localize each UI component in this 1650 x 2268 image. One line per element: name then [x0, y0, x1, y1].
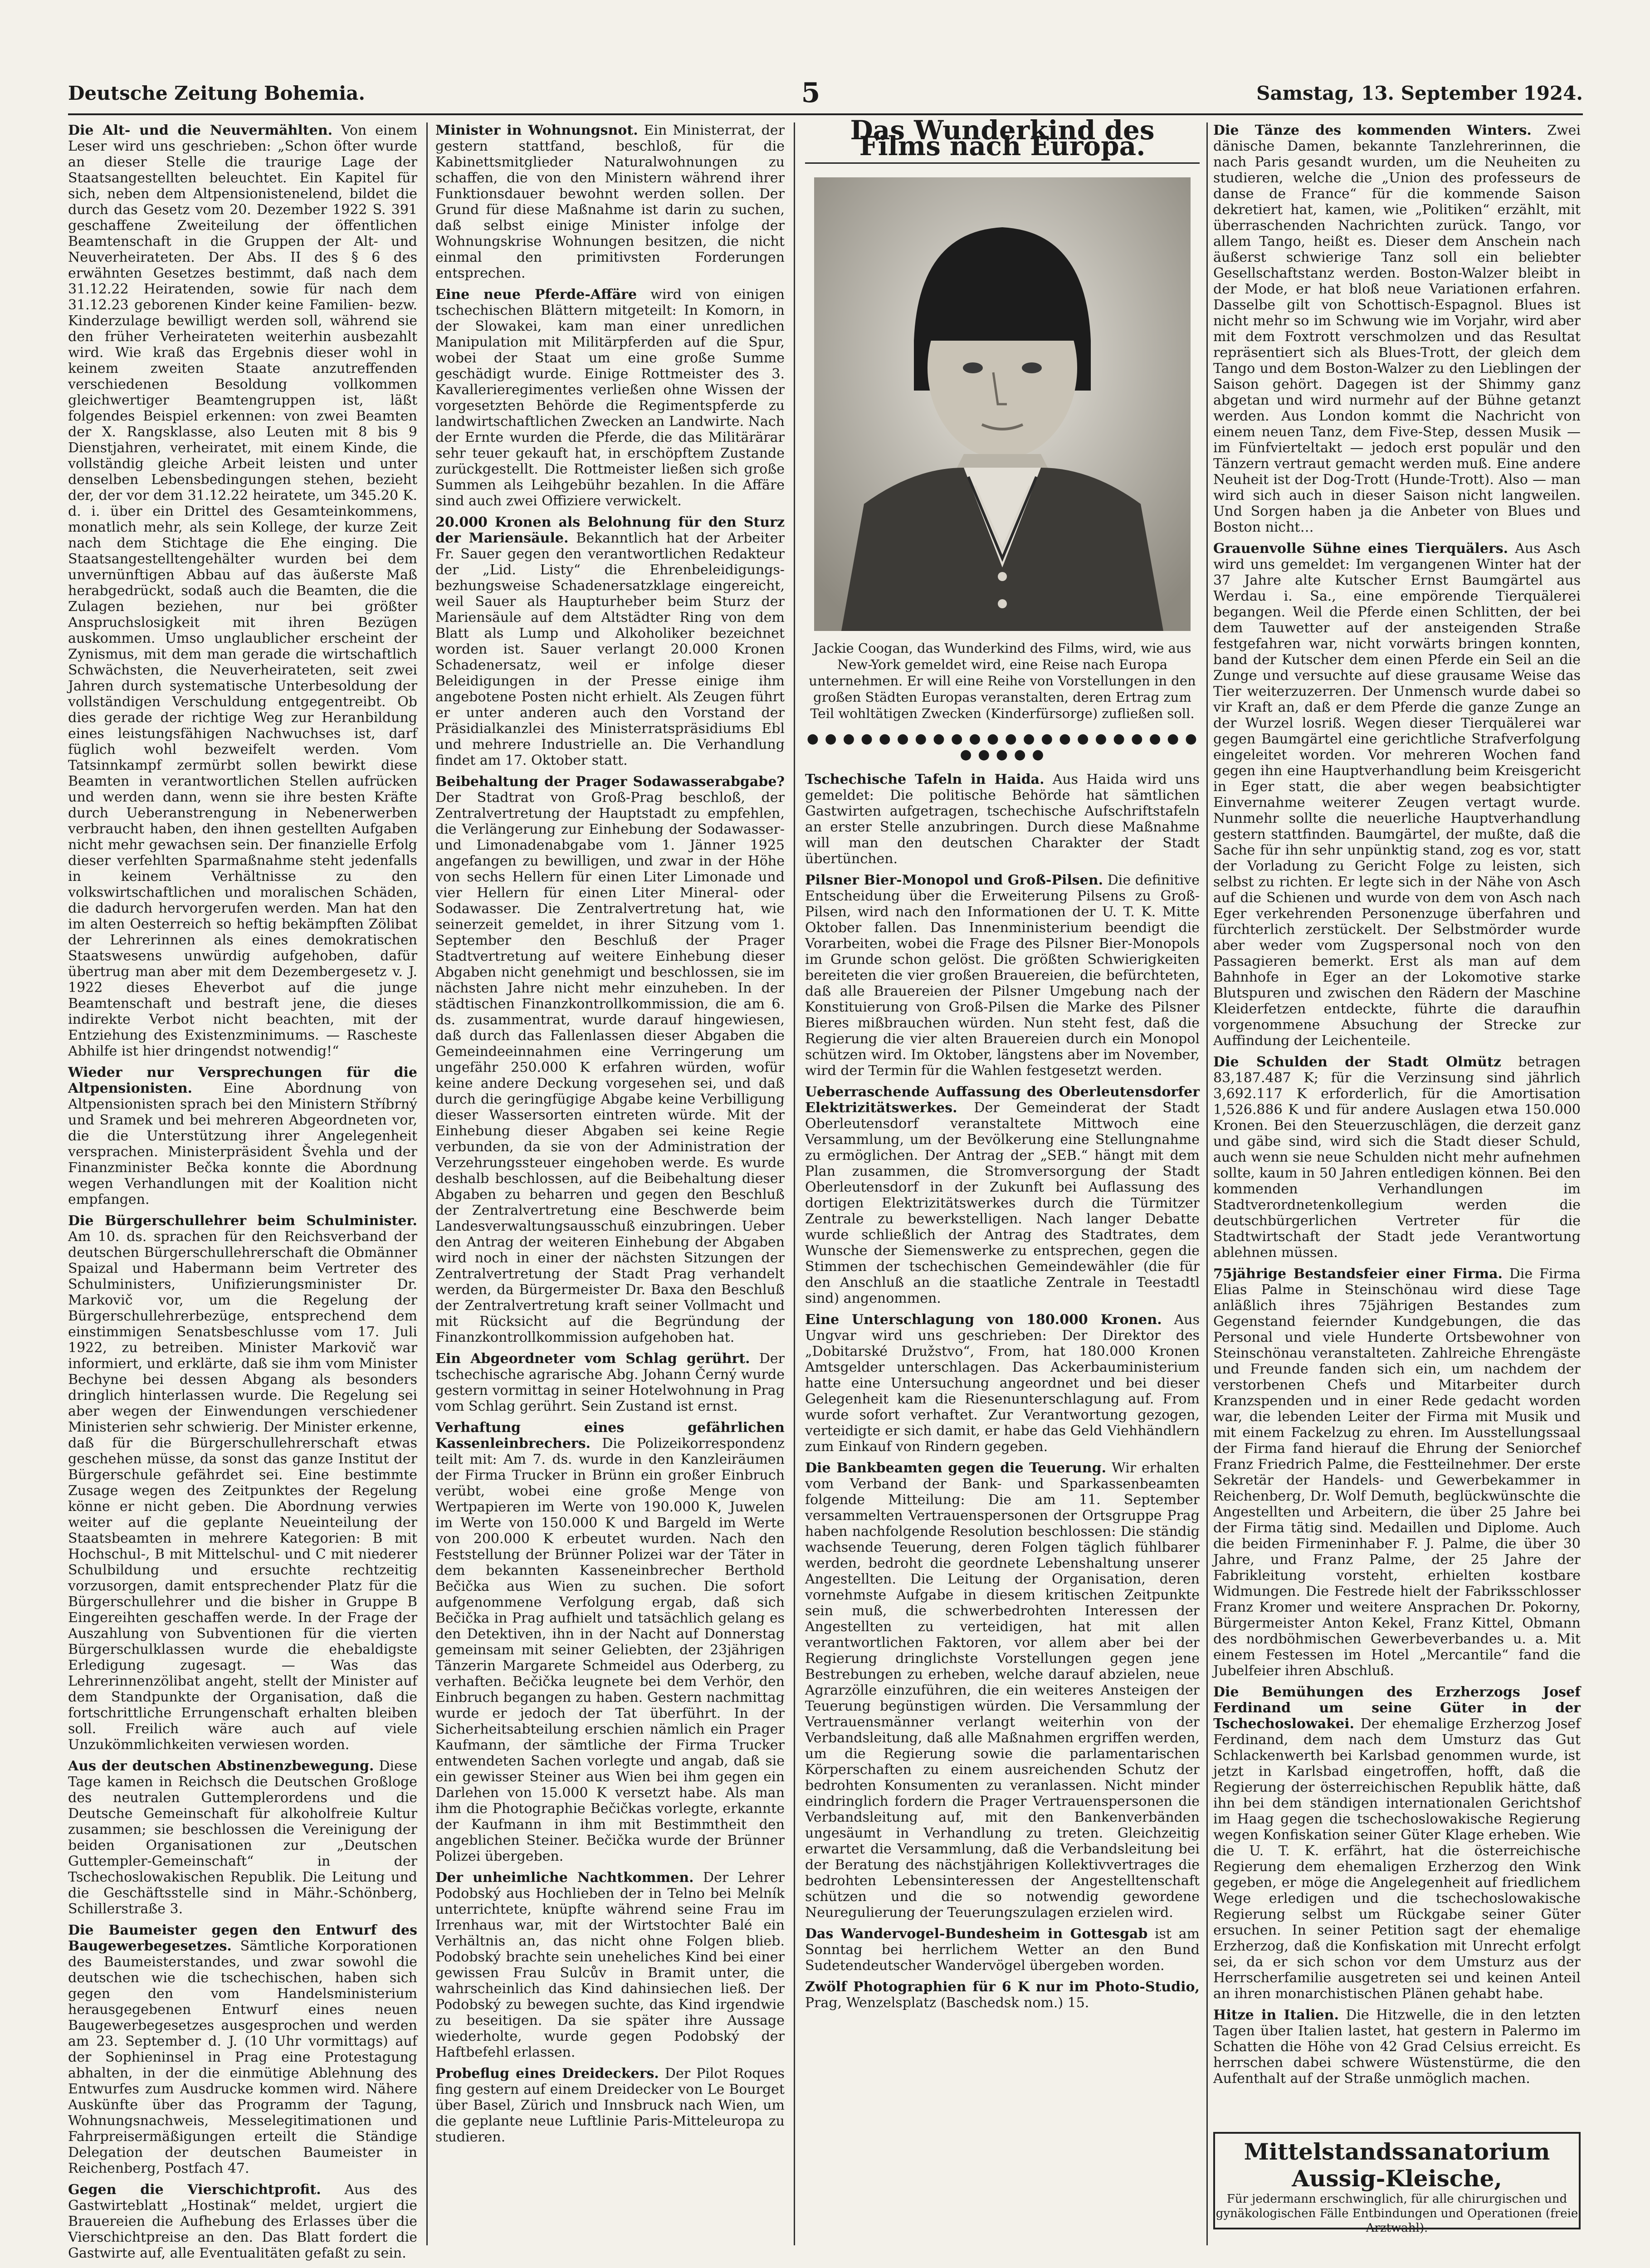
article-text: Aus Asch wird uns gemeldet: Im vergangenen Winter hat der 37 Jahre alte Kutscher Ernst Baumgärtel aus Werdau i. Sa., eine empörende Tierquälerei begangen. Weil die Pferde einen Schlitten, der bei dem Tauwetter auf der ansteigenden Straße festgefahren war, nicht vorwärts bringen konnten, band der Kutscher dem einen Pferde ein Seil an die Zunge und versuchte auf diese grausame Weise das Tier weiterzuzerren. Der Unmensch wurde dabei so vir Kraft an, daß er dem Pferde die ganze Zunge an der Wurzel losriß. Wegen dieser Tierquälerei war gegen Baumgärtel eine gerichtliche Strafverfolgung eingeleitet worden. Vor mehreren Wochen fand gegen ihn eine Hauptverhandlung beim Kreisgericht in Eger statt, die aber wegen beabsichtigter Einvernahme weiterer Zeugen vertagt wurde. Nunmehr sollte die neuerliche Hauptverhandlung gestern stattfinden. Baumgärtel, der mußte, daß die Sache für ihn sehr unpünktig stand, zog es vor, statt der Vorladung zu Gericht Folge zu leisten, sich selbst zu richten. Er legte sich in der Nähe von Asch auf die Schienen und wurde von dem von Asch nach Eger verkehrenden Personenzuge überfahren und fürchterlich zerstückelt. Der Selbstmörder wurde aber weder vom Zugspersonal noch von den Passagieren bemerkt. Erst als man auf dem Bahnhofe in Eger an der Lokomotive starke Blutspuren und zwischen den Rädern der Maschine Kleiderfetzen entdeckte, führte die daraufhin vorgenommene Absuchung der Strecke zur Auffindung der Leichenteile.	[1213, 541, 1581, 1049]
article-text: Die Hitzwelle, die in den letzten Tagen über Italien lastet, hat gestern in Palermo im Schatten die Höhe von 42 Grad Celsius erreicht. Es herrschen dabei schwere Wüstenstürme, die den Aufenthalt auf der Straße unmöglich machen.	[1213, 2007, 1581, 2087]
article-title: Eine neue Pferde-Affäre	[435, 287, 637, 303]
article-text: Von einem Leser wird uns geschrieben: „Schon öfter wurde an dieser Stelle die traurige Lage der Staatsangestellten beleuchtet. Ein Kapitel für sich, neben dem Altpensionistenelend, bildet die durch das Gesetz vom 20. Dezember 1922 S. 391 geschaffene Zweiteilung der öffentlichen Beamtenschaft in die Gruppen der Alt- und Neuverheirateten. Der Abs. II des § 6 des erwähnten Gesetzes bestimmt, daß nach dem 31.12.22 Heiratenden, sowie für nach dem 31.12.23 geborenen Kinder keine Familien- bezw. Kinderzulage bewilligt werden soll, während sie den früher Verheirateten weiterhin ausbezahlt wird. Wie kraß das Ergebnis dieser wohl in keinem zweiten Staate anzutreffenden verschiedenen Besoldung vollkommen gleichwertiger Beamtengruppen ist, läßt folgendes Beispiel erkennen: von zwei Beamten der X. Rangsklasse, also Leuten mit 8 bis 9 Dienstjahren, verheiratet, mit einem Kinde, die vollständig gleiche Arbeit leisten und unter denselben Lebensbedingungen stehen, bezieht der, der vor dem 31.12.22 heiratete, um 345.20 K. d. i. über ein Drittel des Gesamteinkommens, monatlich mehr, als sein Kollege, der kurze Zeit nach dem Stichtage die Ehe einging. Die Staatsangestelltengehälter wurden bei dem unvernünftigen Abbau auf das äußerste Maß herabgedrückt, sodaß auch die Beamten, die die Zulagen beziehen, nur bei größter Anspruchslosigkeit mit ihren Bezügen auskommen. Umso unglaublicher erscheint der Zynismus, mit dem man gerade die wirtschaftlich Schwächsten, die Neuverheirateten, seit zwei Jahren durch systematische Unterbesoldung der vollständigen Verschuldung entgegentreibt. Ob dies gerade der richtige Weg zur Heranbildung eines leistungsfähigen Nachwuchses ist, darf füglich wohl bezweifelt werden. Vom Tatsinnkampf zermürbt sollen bewirkt diese Beamten in verantwortlichen Stellen aufrücken und werden dann, wenn sie ihre besten Kräfte durch Ueberanstrengung in Nebenerwerben verbraucht haben, den ihnen gestellten Aufgaben nicht mehr gewachsen sein. Der finanzielle Erfolg dieser verfehlten Sparmaßnahme steht jedenfalls in keinem Verhältnisse zu den volkswirtschaftlichen und moralischen Schäden, die dadurch hervorgerufen werden. Man hat den im alten Oesterreich so heftig bekämpften Zölibat der Lehrerinnen als eines demokratischen Staatswesens unwürdig aufgehoben, dafür übertrug man aber mit dem Dezembergesetz v. J. 1922 dieses Eheverbot auf die junge Beamtenschaft und bestraft jene, die dieses indirekte Verbot nicht beachten, mit der Entziehung des Existenzminimums. — Rascheste Abhilfe ist hier dringendst notwendig!“	[68, 122, 417, 1059]
decorative-divider: ● ● ● ● ● ● ● ● ● ● ● ● ● ● ● ● ● ● ● ● ● ● ● ● ● ● ●	[806, 731, 1198, 763]
article	[805, 1084, 1200, 1306]
article	[1213, 1054, 1581, 1261]
advertisement-box	[1213, 2132, 1581, 2235]
article-text: Die Polizeikorrespondenz teilt mit: Am 7. ds. wurde in den Kanzleiräumen der Firma Trucker in Brünn ein großer Einbruch verübt, wobei eine große Menge von Wertpapieren im Werte von 190.000 K, Juwelen im Werte von 150.000 K und Bargeld im Werte von 200.000 K erbeutet wurden. Nach den Feststellung der Brünner Polizei war der Täter in dem bekannten Kasseneinbrecher Berthold Bečička aus Wien zu suchen. Die sofort aufgenommene Verfolgung ergab, daß sich Bečička in Prag aufhielt und tatsächlich gelang es den Detektiven, ihn in der Nacht auf Donnerstag gemeinsam mit seiner Geliebten, der 23jährigen Tänzerin Margarete Schmeidel aus Oderberg, zu verhaften. Bečička leugnete bei dem Verhör, den Einbruch begangen zu haben. Gestern nachmittag wurde er jedoch der Tat überführt. In der Sicherheitsabteilung erschien nämlich ein Prager Kaufmann, der sämtliche der Firma Trucker entwendeten Sachen vorlegte und angab, daß sie ein gewisser Steiner aus Wien bei ihm gegen ein Darlehen von 15.000 K versetzt habe. Als man ihm die Photographie Bečičkas vorlegte, erkannte der Kaufmann in ihm mit Bestimmtheit den angeblichen Steiner. Bečička wurde der Brünner Polizei übergeben.	[435, 1436, 785, 1864]
article-title: Pilsner Bier-Monopol und Groß-Pilsen.	[805, 872, 1103, 888]
article	[805, 872, 1200, 1079]
article-text: Sämtliche Korporationen des Baumeisterstandes, und zwar sowohl die deutschen wie die tschechischen, haben sich gegen den vom Handelsministerium herausgegebenen Entwurf eines neuen Baugewerbegesetzes ausgesprochen und werden am 23. September d. J. (10 Uhr vormittags) auf der Sophieninsel in Prag eine Protestagung abhalten, in der die einmütige Ablehnung des Entwurfes zum Ausdrucke kommen wird. Nähere Auskünfte über das Programm der Tagung, Wohnungsnachweis, Messelegitimationen und Fahrpreisermäßigungen erteilt die Ständige Delegation der deutschen Baumeister in Reichenberg, Postfach 47.	[68, 1938, 417, 2176]
child-portrait-photo	[814, 177, 1191, 631]
article	[68, 1922, 417, 2176]
article-text: Aus des Gastwirteblatt „Hostinak“ meldet, urgiert die Brauereien die Aufhebung des Erlasses über die Vierschichtpreise an den. Das Blatt fordert die Gastwirte auf, alle Eventualitäten gefaßt zu sein.	[68, 2182, 417, 2261]
article-text: Am 10. ds. sprachen für den Reichsverband der deutschen Bürgerschullehrerschaft die Obmänner Spaizal und Habermann beim Vertreter des Schulministers, Unifizierungsminister Dr. Markovič vor, um die Regelung der Bürgerschullehrerbezüge, entsprechend dem einstimmigen Senatsbeschlusse vom 17. Juli 1922, zu betreiben. Minister Markovič war informiert, und erklärte, daß sie ihm vom Minister Bechyne bei dessen Abgang als besonders dringlich hinterlassen wurde. Die Regelung sei aber wegen der Einwendungen verschiedener Ministerien sehr schwierig. Der Minister erkenne, daß für die Bürgerschullehrerschaft etwas geschehen müsse, da sonst das ganze Institut der Bürgerschule gefährdet sei. Eine bestimmte Zusage wegen des Zeitpunktes der Regelung könne er nicht geben. Die Abordnung verwies weiter auf die geplante Neueinteilung der Staatsbeamten in mehrere Kategorien: B mit Hochschul-, B mit Mittelschul- und C mit niederer Schulbildung und ersuchte rechtzeitig vorzusorgen, damit entsprechender Platz für die Bürgerschullehrer und die bisher in Gruppe B Eingereihten geschaffen werde. In der Frage der Auszahlung von Subventionen für die vierten Bürgerschulklassen wurde die ehebaldigste Erledigung zugesagt. — Was das Lehrerinnenzölibat angeht, stellt der Minister auf dem Standpunkte der Organisation, daß die fortschrittliche Errungenschaft erhalten bleiben soll. Freilich wäre auch auf viele Unzukömmlichkeiten verwiesen worden.	[68, 1229, 417, 1753]
article-text: Der ehemalige Erzherzog Josef Ferdinand, dem nach dem Umsturz das Gut Schlackenwerth bei Karlsbad genommen wurde, ist jetzt in Karlsbad eingetroffen, hofft, daß die Regierung der österreichischen Republik hätte, daß ihn bei dem ständigen internationalen Gerichtshof im Haag gegen die tschechoslowakische Regierung wegen Konfiskation seiner Güter Klage erheben. Wie die U. T. K. erfährt, hat die österreichische Regierung dem ehemaligen Erzherzog den Wink gegeben, er möge die Angelegenheit auf friedlichem Wege erledigen und die tschechoslowakische Regierung selbst um Rückgabe seiner Güter ersuchen. In seiner Petition sagt der ehemalige Erzherzog, daß die Konfiskation mit Unrecht erfolgt sei, da er sich schon vor dem Umsturz aus der Herrscherfamilie ausgetreten sei und keinen Anteil an ihren monarchistischen Plänen gehabt habe.	[1213, 1716, 1581, 2002]
article-text: Bekanntlich hat der Arbeiter Fr. Sauer gegen den verantwortlichen Redakteur der „Lid. Listy“ die Ehrenbeleidigungs- bezhungsweise Schadenersatzklage eingereicht, weil Sauer als Haupturheber beim Sturz der Mariensäule auf dem Altstädter Ring von dem Blatt als Lump und Alkoholiker bezeichnet worden ist. Sauer verlangt 20.000 Kronen Schadenersatz, weil er infolge dieser Beleidigungen in der Presse einige ihm angebotene Posten nicht erhielt. Als Zeugen führt er unter anderen auch den Vorstand der Präsidialkanzlei des Ministerratspräsidiums Ebl und mehrere Industrielle an. Die Verhandlung findet am 17. Oktober statt.	[435, 530, 785, 768]
article-title: Die Tänze des kommenden Winters.	[1213, 122, 1532, 138]
advertisement-title: Mittelstandssanatorium Aussig-Kleische,	[1244, 2138, 1550, 2192]
article-text: Eine Abordnung von Altpensionisten sprach bei den Ministern Stříbrný und Sramek und bei mehreren Abgeordneten vor, die die Unterstützung ihrer Angelegenheit versprachen. Ministerpräsident Švehla und der Finanzminister Bečka konnte die Abordnung wegen Verhandlungen mit der Koalition nicht empfangen.	[68, 1080, 417, 1207]
article	[435, 287, 785, 509]
article-title: Ein Abgeordneter vom Schlag gerührt.	[435, 1351, 750, 1367]
article-title: Das Wandervogel-Bundesheim in Gottesgab	[805, 1926, 1148, 1942]
article	[68, 1213, 417, 1753]
article-title: Die Bankbeamten gegen die Teuerung.	[805, 1460, 1107, 1476]
article	[435, 1351, 785, 1414]
article-title: Wieder nur Versprechungen für die Altpensionisten.	[68, 1065, 417, 1096]
article-title: Verhaftung eines gefährlichen Kassenleinbrechers.	[435, 1420, 785, 1452]
article-text: betragen 83,187.487 K; für die Verzinsung sind jährlich 3,692.117 K erforderlich, für die Amortisation 1,526.886 K und für andere Auslagen etwa 150.000 Kronen. Bei den Steuerzuschlägen, die derzeit ganz und gäbe sind, wird sich die Stadt dieser Schuld, auch wenn sie neue Schulden nicht mehr aufnehmen sollte, kaum in 50 Jahren entledigen können. Bei den kommenden Verhandlungen im Stadtverordnetenkollegium werden die deutschbürgerlichen Vertreter für die Stadtwirtschaft der Stadt jede Verantwortung ablehnen müssen.	[1213, 1054, 1581, 1261]
article-title: Der unheimliche Nachtkommen.	[435, 1870, 694, 1886]
article-text: wird von einigen tschechischen Blättern mitgeteilt: In Komorn, in der Slowakei, kam man einer unredlichen Manipulation mit Militärpferden auf die Spur, wobei der Staat um eine große Summe geschädigt wurde. Einige Rottmeister des 3. Kavallerieregimentes verließen ohne Wissen der vorgesetzten Behörde die Regimentspferde zu landwirtschaftlichen Zwecken an Landwirte. Nach der Ernte wurden die Pferde, die das Militärärar sehr teuer gekauft hat, in erschöpftem Zustande zurückgestellt. Die Rottmeister ließen sich große Summen als Leihgebühr bezahlen. In die Affäre sind auch zwei Offiziere verwickelt.	[435, 287, 785, 509]
article-text: Der Lehrer Podobský aus Hochlieben der in Telno bei Melník unterrichtete, knüpfte während seine Frau im Irrenhaus war, mit der Wirtstochter Balé ein Verhältnis an, das nicht ohne Folgen blieb. Podobský brachte sein uneheliches Kind bei einer gewissen Frau Sulcův in Bramit unter, die wahrscheinlich das Kind dahinsiechen ließ. Der Podobský zu bewegen suchte, das Kind irgendwie zu beseitigen. Da sie später ihre Aussage wiederholte, wurde gegen Podobský der Haftbefehl erlassen.	[435, 1870, 785, 2060]
column-divider	[426, 122, 428, 2245]
advertisement-text: Für jedermann erschwinglich, für alle chirurgischen und gynäkologischen Fälle Entbindungen und Operationen (freie Arztwahl).	[1216, 2192, 1578, 2235]
photo-caption: Jackie Coogan, das Wunderkind des Films, wird, wie aus New-York gemeldet wird, eine Reise nach Europa unternehmen. Er will eine Reihe von Vorstellungen in den großen Städten Europas veranstalten, deren Ertrag zum Teil wohltätigen Zwecken (Kinderfürsorge) zufließen soll.	[809, 640, 1196, 721]
article-text: Der Gemeinderat der Stadt Oberleutensdorf veranstaltete Mittwoch eine Versammlung, um der Bevölkerung eine Stellungnahme zu ermöglichen. Der Antrag der „SEB.“ hängt mit dem Plan zusammen, die Stromversorgung der Stadt Oberleutensdorf in der Zukunft bei Auflassung des dortigen Elektrizitätswerkes durch die Türmitzer Zentrale zu bewerkstelligen. Nach langer Debatte wurde schließlich der Antrag des Stadtrates, dem Wunsche der Siemenswerke zu entsprechen, gegen die Stimmen der tschechischen Gemeindewähler (die für den Anschluß an die staatliche Zentrale in Teestadtl sind) angenommen.	[805, 1100, 1200, 1306]
article	[1213, 2007, 1581, 2087]
article-text: Diese Tage kamen in Reichsch die Deutschen Großloge des neutralen Guttemplerordens und die Deutsche Gemeinschaft für alkoholfreie Kultur zusammen; sie beschlossen die Vereinigung der beiden Organisationen zur „Deutschen Guttempler-Gemeinschaft“ in der Tschechoslowakischen Republik. Die Leitung und die Geschäftsstelle sind in Mähr.-Schönberg, Schillerstraße 3.	[68, 1758, 417, 1917]
article-title: Die Alt- und die Neuvermählten.	[68, 122, 333, 138]
article-text: Prag, Wenzelsplatz (Baschedsk nom.) 15.	[805, 1995, 1089, 2011]
article	[1213, 122, 1581, 535]
article-title: Grauenvolle Sühne eines Tierquälers.	[1213, 541, 1508, 557]
feature-headline: Das Wunderkind des Films nach Europa.	[805, 122, 1200, 164]
issue-date: Samstag, 13. September 1924.	[1256, 82, 1583, 104]
column-3	[805, 115, 1200, 2232]
article-title: Minister in Wohnungsnot.	[435, 122, 638, 138]
article	[68, 2182, 417, 2261]
column-2	[435, 122, 785, 2232]
article-title: Probeflug eines Dreideckers.	[435, 2066, 659, 2082]
article	[68, 122, 417, 1059]
article	[435, 2066, 785, 2145]
article	[435, 122, 785, 281]
article-title: Aus der deutschen Abstinenzbewegung.	[68, 1758, 374, 1774]
article-title: 75jährige Bestandsfeier einer Firma.	[1213, 1266, 1503, 1282]
article	[68, 1065, 417, 1207]
article	[805, 1979, 1200, 2011]
article-text: Zwei dänische Damen, bekannte Tanzlehrerinnen, die nach Paris gesandt wurden, um die Neuheiten zu studieren, welche die „Union des professeurs de danse de France“ für die kommende Saison dekretiert hat, kamen, wie „Politiken“ erzählt, mit überraschenden Nachrichten zurück. Tango, vor allem Tango, heißt es. Dieser dem Anschein nach äußerst schwierige Tanz soll ein beliebter Gesellschaftstanz werden. Boston-Walzer bleibt in der Mode, er hat bloß neue Variationen erfahren. Dasselbe gilt von Schottisch-Espagnol. Blues ist nicht mehr so im Schwung wie im Vorjahr, wird aber mit dem Foxtrott verschmolzen und das Resultat repräsentiert sich als Blues-Trott, der gleich dem Tango und dem Boston-Walzer zu den Lieblingen der Saison gehört. Dagegen ist der Shimmy ganz abgetan und wird nurmehr auf der Bühne getanzt werden. Aus London kommt die Nachricht von einem neuen Tanz, dem Five-Step, dessen Musik — im Fünfvierteltakt — jedoch erst populär und den Tänzern vertraut gemacht werden muß. Eine andere Neuheit ist der Dog-Trott (Hunde-Trott). Also — man wird sich auch in dieser Saison nicht langweilen. Und Sorgen haben ja die Anbeter von Blues und Boston nicht…	[1213, 122, 1581, 535]
article	[435, 774, 785, 1345]
article-title: 20.000 Kronen als Belohnung für den Sturz der Mariensäule.	[435, 514, 785, 546]
article	[805, 1926, 1200, 1974]
article-title: Hitze in Italien.	[1213, 2007, 1339, 2023]
article-text: ist am Sonntag bei herrlichem Wetter an den Bund Sudetendeutscher Wandervögel übergeben worden.	[805, 1926, 1200, 1974]
article	[435, 514, 785, 768]
article-title: Tschechische Tafeln in Haida.	[805, 772, 1045, 787]
page-number: 5	[801, 77, 820, 109]
article-text: Die definitive Entscheidung über die Erweiterung Pilsens zu Groß-Pilsen, wird nach den Informationen der U. T. K. Mitte Oktober fallen. Das Innenministerium beendigt die Vorarbeiten, wobei die Frage des Pilsner Bier-Monopols im Grunde schon gelöst. Die größten Schwierigkeiten bereiteten die vier großen Brauereien, die befürchteten, daß alle Brauereien der Pilsner Umgebung nach der Konstituierung von Groß-Pilsen die Marke des Pilsner Bieres mißbrauchen würden. Nun steht fest, daß die Regierung die vier alten Brauereien durch ein Monopol schützen wird. Im Oktober, längstens aber im November, wird der Termin für die Wahlen festgesetzt werden.	[805, 872, 1200, 1079]
article-text: Aus Haida wird uns gemeldet: Die politische Behörde hat sämtlichen Gastwirten aufgetragen, tschechische Aufschriftstafeln an erster Stelle anzubringen. Durch diese Maßnahme will man den deutschen Charakter der Stadt übertünchen.	[805, 772, 1200, 867]
article-title: Die Baumeister gegen den Entwurf des Baugewerbegesetzes.	[68, 1922, 417, 1954]
article	[435, 1870, 785, 2060]
article-title: Beibehaltung der Prager Sodawasserabgabe?	[435, 774, 785, 790]
article-text: Ein Ministerrat, der gestern stattfand, beschloß, für die Kabinettsmitglieder Naturalwohnungen zu schaffen, die von den Ministern während ihrer Funktionsdauer bewohnt werden sollen. Der Grund für diese Maßnahme ist darin zu suchen, daß selbst einige Minister infolge der Wohnungskrise Wohnungen besitzen, die nicht einmal den primitivsten Forderungen entsprechen.	[435, 122, 785, 281]
article-text: Der Stadtrat von Groß-Prag beschloß, der Zentralvertretung der Hauptstadt zu empfehlen, die Verlängerung zur Einhebung der Sodawasser- und Limonadenabgabe vom 1. Jänner 1925 angefangen zu bewilligen, und zwar in der Höhe von sechs Hellern für einen Liter Limonade und vier Hellern für einen Liter Mineral- oder Sodawasser. Die Zentralvertretung hat, wie seinerzeit gemeldet, in ihrer Sitzung vom 1. September den Beschluß der Prager Stadtvertretung auf weitere Einhebung dieser Abgaben nicht genehmigt und beschlossen, sie im nächsten Jahre nicht mehr einzuheben. In der städtischen Finanzkontrollkommission, die am 6. ds. zusammentrat, wurde darauf hingewiesen, daß durch das Fallenlassen dieser Abgaben die Gemeindeeinnahmen eine Verringerung um ungefähr 250.000 K erfahren würden, wofür keine andere Deckung vorgesehen sei, und daß durch die geringfügige Abgabe keine Verbilligung dieser Wassersorten eintreten würde. Mit der Einhebung dieser Abgaben sei keine Regie verbunden, da sie von der Administration der Verzehrungssteuer eingehoben werde. Es wurde deshalb beschlossen, auf die Beibehaltung dieser Abgaben zu beharren und gegen den Beschluß der Zentralvertretung eine Beschwerde beim Landesverwaltungsausschuß einzubringen. Ueber den Antrag der weiteren Einhebung der Abgaben wird noch in einer der nächsten Sitzungen der Zentralvertretung der Stadt Prag verhandelt werden, da Bürgermeister Dr. Baxa den Beschluß der Zentralvertretung kraft seiner Vollmacht und mit Rücksicht auf die Begründung der Finanzkontrollkommission aufgehoben hat.	[435, 790, 785, 1345]
column-1	[68, 122, 417, 2261]
article-text: Die Firma Elias Palme in Steinschönau wird diese Tage anläßlich ihres 75jährigen Bestandes zum Gegenstand feiernder Kundgebungen, die das Personal und viele Hunderte Ortsbewohner von Steinschönau veranstalteten. Zahlreiche Ehrengäste und Freunde fanden sich ein, um nachdem der verstorbenen Chefs und Mitarbeiter durch Kranzspenden und in einer Rede gedacht worden war, die lebenden Leiter der Firma mit Musik und mit einem Fackelzug zu ehren. Im Ausstellungssaal der Firma fand hierauf die Ehrung der Seniorchef Franz Friedrich Palme, die Festteilnehmer. Der erste Sekretär der Handels- und Gewerbekammer in Reichenberg, Dr. Wolf Demuth, beglückwünschte die Angestellten und Arbeitern, die über 25 Jahre bei der Firma tätig sind. Medaillen und Diplome. Auch die beiden Firmeninhaber F. J. Palme, die über 30 Jahre, und Franz Palme, der 25 Jahre der Fabrikleitung vorsteht, erhielten kostbare Widmungen. Die Festrede hielt der Fabriksschlosser Franz Kromer und weitere Ansprachen Dr. Pokorny, Bürgermeister Anton Kekel, Franz Kittel, Obmann des nordböhmischen Gewerbeverbandes u. a. Mit einem Festessen im Hotel „Mercantile“ fand die Jubelfeier ihren Abschluß.	[1213, 1266, 1581, 1679]
article-text: Der tschechische agrarische Abg. Johann Černý wurde gestern vormittag in seiner Hotelwohnung in Prag vom Schlag gerührt. Sein Zustand ist ernst.	[435, 1351, 785, 1414]
article	[805, 1312, 1200, 1455]
article-text: Aus Ungvar wird uns geschrieben: Der Direktor des „Dobitarské Družstvo“, From, hat 180.000 Kronen Amtsgelder unterschlagen. Das Ackerbauministerium hatte eine Untersuchung angeordnet und bei dieser Gelegenheit kam die Riesenunterschlagung auf. From wurde sofort verhaftet. Zur Verantwortung gezogen, verteidigte er sich damit, er habe das Geld Viehhändlern zum Einkauf von Rindern gegeben.	[805, 1312, 1200, 1455]
article-title: Die Bemühungen des Erzherzogs Josef Ferdinand um seine Güter in der Tschechoslowakei.	[1213, 1684, 1581, 1732]
column-divider	[1206, 122, 1208, 2245]
article	[68, 1758, 417, 1917]
article	[435, 1420, 785, 1864]
column-4	[1213, 122, 1581, 2118]
article-text: Wir erhalten vom Verband der Bank- und Sparkassenbeamten folgende Mitteilung: Die am 11. September versammelten Vertrauenspersonen der Ortsgruppe Prag haben nachfolgende Resolution beschlossen: Die ständig wachsende Teuerung, deren Folgen täglich fühlbarer werden, bedroht die geordnete Lebenshaltung unserer Angestellten. Die Leitung der Organisation, deren vornehmste Aufgabe in diesem kritischen Zeitpunkte sein muß, die schwerbedrohten Interessen der Angestellten zu verteidigen, hat mit allen verantwortlichen Faktoren, vor allem aber bei der Regierung dringlichste Vorstellungen gegen jene Bestrebungen zu erheben, welche darauf abzielen, neue Agrarzölle einzuführen, die ein weiteres Ansteigen der Teuerung begünstigen würden. Die Versammlung der Vertrauensmänner verlangt weiterhin von der Verbandsleitung, daß alle Maßnahmen ergriffen werden, um die Regierung sowie die parlamentarischen Körperschaften zu einem ausreichenden Schutz der bedrohten Konsumenten zu veranlassen. Nicht minder eindringlich fordern die Prager Vertrauenspersonen die Verbandsleitung auf, mit den Bankenverbänden ungesäumt in Verhandlung zu treten. Gleichzeitig erwartet die Versammlung, daß die Verbandsleitung bei der Beratung des nächstjährigen Kollektivvertrages die bedrohten Lebensinteressen der Angestelltenschaft schützen und die so notwendig gewordene Neuregulierung der Teuerungszulagen erzielen wird.	[805, 1460, 1200, 1921]
page-header	[68, 73, 1583, 115]
newspaper-name: Deutsche Zeitung Bohemia.	[68, 82, 365, 104]
article-title: Eine Unterschlagung von 180.000 Kronen.	[805, 1312, 1162, 1328]
article	[805, 1460, 1200, 1921]
article-title: Die Schulden der Stadt Olmütz	[1213, 1054, 1501, 1070]
article	[1213, 541, 1581, 1049]
article-text: Der Pilot Roques fing gestern auf einem Dreidecker von Le Bourget über Basel, Zürich und Innsbruck nach Wien, um die geplante neue Luftlinie Paris-Mitteleuropa zu studieren.	[435, 2066, 785, 2145]
article-title: Gegen die Vierschichtprofit.	[68, 2182, 321, 2198]
column-divider	[794, 122, 795, 2245]
article	[1213, 1684, 1581, 2002]
article-title: Zwölf Photographien für 6 K nur im Photo-Studio,	[805, 1979, 1200, 1995]
article-title: Die Bürgerschullehrer beim Schulminister.	[68, 1213, 417, 1229]
article	[1213, 1266, 1581, 1679]
article	[805, 772, 1200, 867]
article-title: Ueberraschende Auffassung des Oberleutensdorfer Elektrizitätswerkes.	[805, 1084, 1200, 1116]
